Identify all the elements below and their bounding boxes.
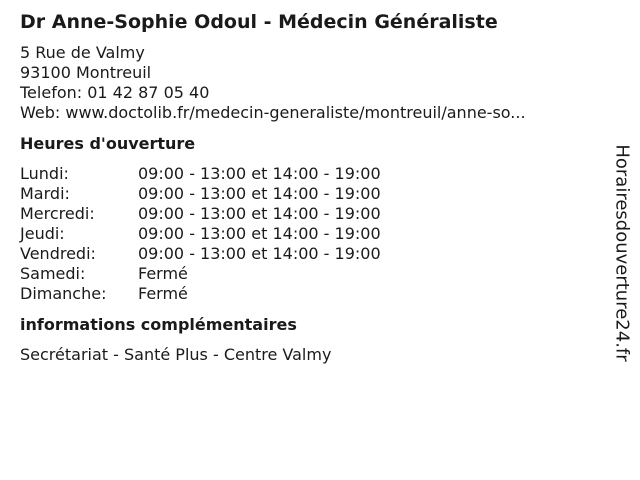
hours-row-wednesday [20, 204, 381, 224]
day-hours: Fermé [138, 264, 188, 283]
opening-hours-table [20, 164, 381, 304]
address-block [20, 43, 600, 123]
website-link[interactable]: Web: www.doctolib.fr/medecin-generaliste/montreuil/anne-so... [20, 103, 526, 122]
hours-row-thursday [20, 224, 381, 244]
day-label: Jeudi: [20, 224, 65, 243]
city-address: 93100 Montreuil [20, 63, 152, 82]
hours-row-tuesday [20, 184, 381, 204]
day-label: Dimanche: [20, 284, 107, 303]
hours-row-sunday [20, 284, 381, 304]
additional-info-heading: informations complémentaires [20, 315, 297, 334]
day-hours: 09:00 - 13:00 et 14:00 - 19:00 [138, 224, 381, 243]
additional-info-text: Secrétariat - Santé Plus - Centre Valmy [20, 345, 332, 364]
page-title: Dr Anne-Sophie Odoul - Médecin Généraliste [20, 11, 498, 33]
hours-row-monday [20, 164, 381, 184]
phone-number[interactable]: Telefon: 01 42 87 05 40 [20, 83, 210, 102]
day-label: Lundi: [20, 164, 69, 183]
street-address: 5 Rue de Valmy [20, 43, 145, 62]
day-hours: 09:00 - 13:00 et 14:00 - 19:00 [138, 184, 381, 203]
hours-row-saturday [20, 264, 381, 284]
opening-hours-heading: Heures d'ouverture [20, 134, 196, 153]
day-hours: Fermé [138, 284, 188, 303]
site-watermark: Horairesdouverture24.fr [611, 144, 633, 362]
day-hours: 09:00 - 13:00 et 14:00 - 19:00 [138, 204, 381, 223]
day-hours: 09:00 - 13:00 et 14:00 - 19:00 [138, 244, 381, 263]
hours-row-friday [20, 244, 381, 264]
listing-card [20, 9, 600, 365]
day-label: Samedi: [20, 264, 86, 283]
day-label: Vendredi: [20, 244, 96, 263]
day-hours: 09:00 - 13:00 et 14:00 - 19:00 [138, 164, 381, 183]
day-label: Mardi: [20, 184, 70, 203]
day-label: Mercredi: [20, 204, 95, 223]
